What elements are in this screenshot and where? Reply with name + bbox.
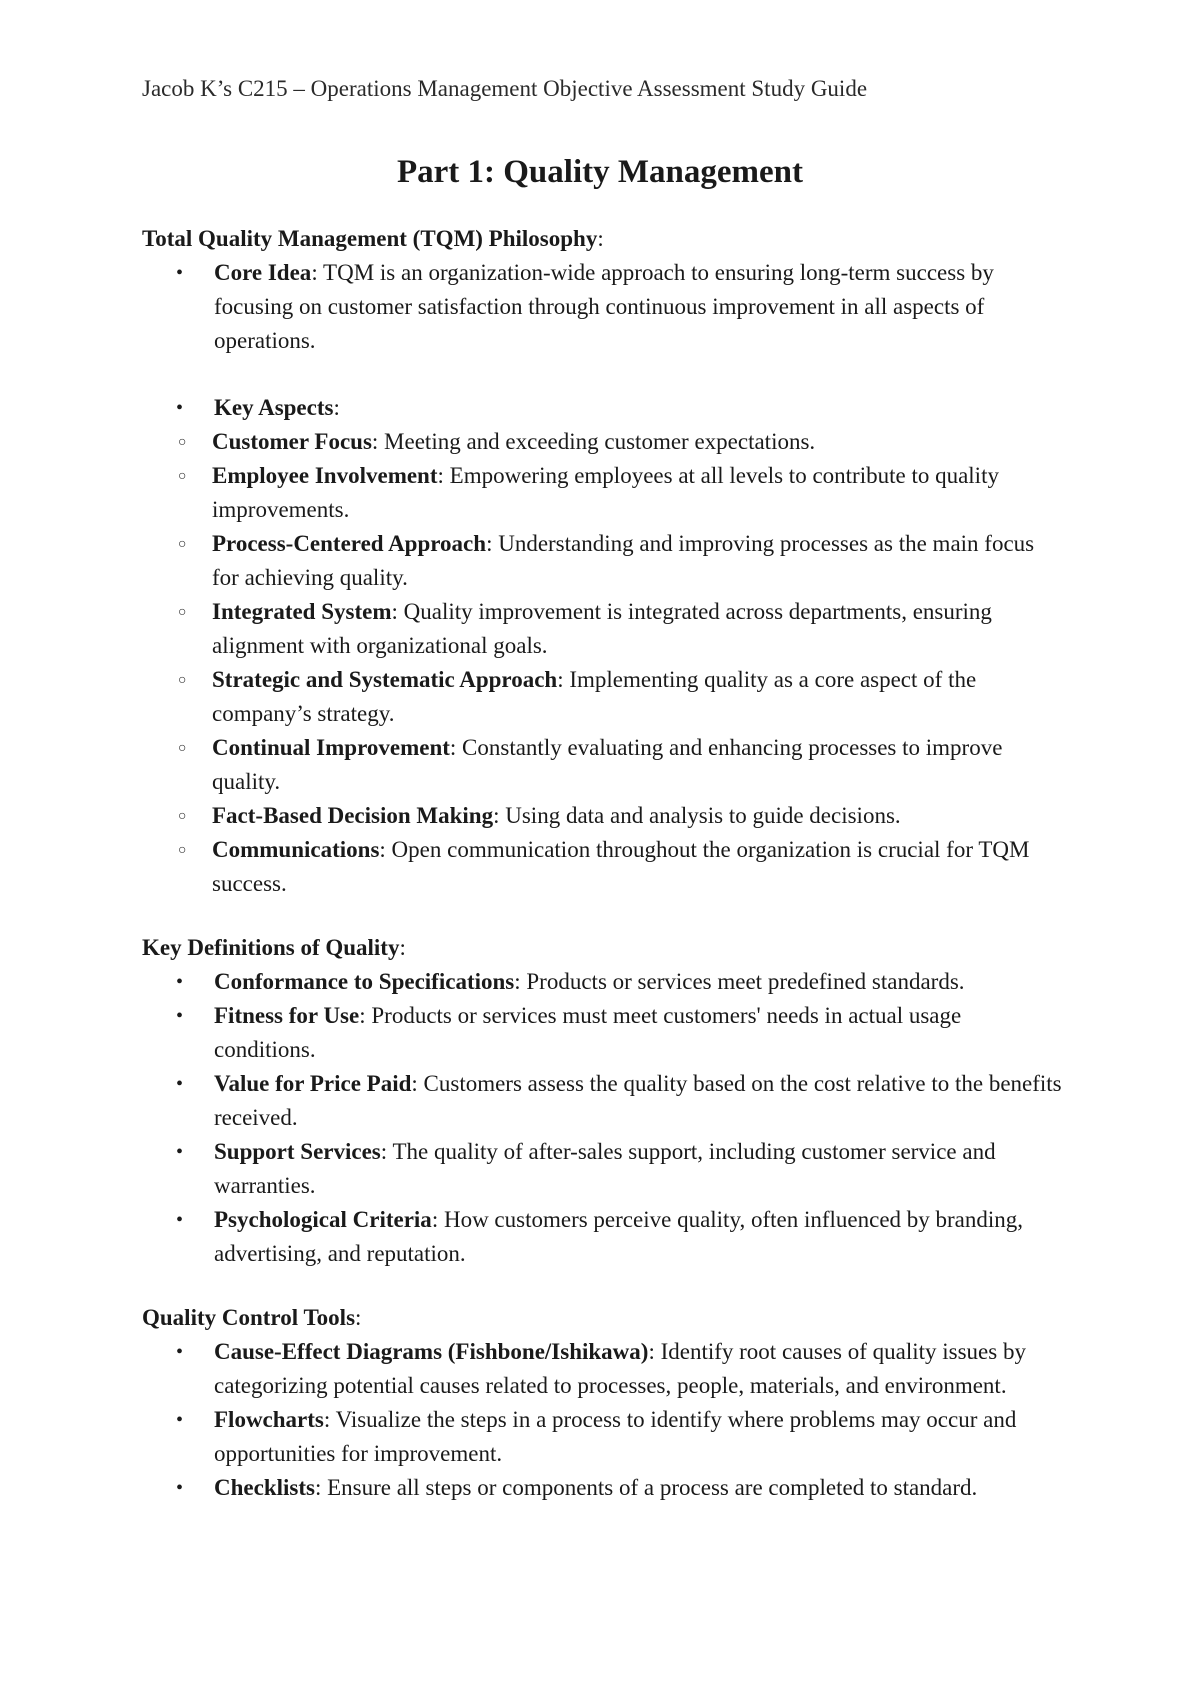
bullet-icon: • bbox=[176, 1341, 184, 1363]
bullet-icon: • bbox=[176, 1409, 184, 1431]
bullet-icon: • bbox=[176, 1073, 184, 1095]
circle-bullet-icon: ○ bbox=[178, 809, 187, 824]
list-item bbox=[142, 1403, 1062, 1471]
definition: : Using data and analysis to guide decisions. bbox=[493, 803, 901, 828]
section-heading-tools bbox=[142, 1301, 1062, 1335]
bullet-icon: • bbox=[176, 1477, 184, 1499]
page-title: Part 1: Quality Management bbox=[396, 154, 803, 190]
term: Key Aspects bbox=[214, 395, 334, 420]
term: Strategic and Systematic Approach bbox=[212, 667, 558, 692]
term: Support Services bbox=[214, 1139, 381, 1164]
definition: : Identify root causes of quality issues by categorizing potential causes related to processes, people, materials, and environment. bbox=[214, 1339, 1026, 1398]
term: Checklists bbox=[214, 1475, 315, 1500]
list-item-key-aspects bbox=[142, 391, 1062, 425]
section-heading-colon: : bbox=[597, 226, 604, 251]
list-item bbox=[142, 1135, 1062, 1203]
bullet-icon: • bbox=[176, 1005, 184, 1027]
section-heading-tqm bbox=[142, 222, 1062, 256]
term: Fitness for Use bbox=[214, 1003, 360, 1028]
definition: : Implementing quality as a core aspect of the company’s strategy. bbox=[212, 667, 977, 726]
sub-list-item bbox=[142, 459, 1062, 527]
sub-list-item bbox=[142, 595, 1062, 663]
bullet-icon: • bbox=[176, 262, 184, 284]
definition: : TQM is an organization-wide approach to ensuring long-term success by focusing on customer satisfaction through continuous improvement in all aspects of operations. bbox=[214, 260, 994, 353]
section-heading-colon: : bbox=[355, 1305, 362, 1330]
definition: : Meeting and exceeding customer expectations. bbox=[371, 429, 816, 454]
definitions-list bbox=[142, 965, 1062, 1271]
term: Continual Improvement bbox=[212, 735, 450, 760]
spacer bbox=[142, 1271, 1062, 1301]
sub-list-item bbox=[142, 833, 1062, 901]
term: Integrated System bbox=[212, 599, 392, 624]
definition: : Quality improvement is integrated across departments, ensuring alignment with organizational goals. bbox=[212, 599, 992, 658]
term: Fact-Based Decision Making bbox=[212, 803, 494, 828]
sub-list-item bbox=[142, 799, 1062, 833]
bullet-icon: • bbox=[176, 971, 184, 993]
definition: : Customers assess the quality based on the cost relative to the benefits received. bbox=[214, 1071, 1062, 1130]
term: Process-Centered Approach bbox=[212, 531, 487, 556]
section-heading-text: Quality Control Tools bbox=[142, 1305, 356, 1330]
section-heading-text: Key Definitions of Quality bbox=[142, 935, 400, 960]
definition: : Empowering employees at all levels to contribute to quality improvements. bbox=[212, 463, 999, 522]
list-item bbox=[142, 1335, 1062, 1403]
tools-list bbox=[142, 1335, 1062, 1505]
definition: : How customers perceive quality, often influenced by branding, advertising, and reputation. bbox=[214, 1207, 1024, 1266]
circle-bullet-icon: ○ bbox=[178, 741, 187, 756]
sub-list-item bbox=[142, 663, 1062, 731]
document-body bbox=[142, 222, 1062, 1505]
term: Communications bbox=[212, 837, 380, 862]
bullet-icon: • bbox=[176, 1141, 184, 1163]
tqm-list bbox=[142, 256, 1062, 358]
term: Employee Involvement bbox=[212, 463, 438, 488]
spacer bbox=[142, 901, 1062, 931]
sub-list-item bbox=[142, 731, 1062, 799]
key-aspects-sublist bbox=[142, 425, 1062, 901]
page-header: Jacob K’s C215 – Operations Management Objective Assessment Study Guide bbox=[142, 76, 868, 101]
circle-bullet-icon: ○ bbox=[178, 673, 187, 688]
circle-bullet-icon: ○ bbox=[178, 605, 187, 620]
spacer bbox=[142, 358, 1062, 391]
list-item bbox=[142, 965, 1062, 999]
term: Customer Focus bbox=[212, 429, 372, 454]
definition: : Constantly evaluating and enhancing processes to improve quality. bbox=[212, 735, 1003, 794]
section-heading-definitions bbox=[142, 931, 1062, 965]
definition: : Ensure all steps or components of a process are completed to standard. bbox=[314, 1475, 978, 1500]
sub-list-item bbox=[142, 527, 1062, 595]
definition: : Understanding and improving processes as the main focus for achieving quality. bbox=[212, 531, 1035, 590]
list-item-core-idea bbox=[142, 256, 1062, 358]
term: Flowcharts bbox=[214, 1407, 324, 1432]
definition: : Products or services must meet customers' needs in actual usage conditions. bbox=[214, 1003, 962, 1062]
bullet-icon: • bbox=[176, 1209, 184, 1231]
section-heading-colon: : bbox=[399, 935, 406, 960]
term: Conformance to Specifications bbox=[214, 969, 515, 994]
list-item bbox=[142, 1203, 1062, 1271]
bullet-icon: • bbox=[176, 397, 184, 419]
definition: : bbox=[333, 395, 340, 420]
term: Psychological Criteria bbox=[214, 1207, 432, 1232]
term: Value for Price Paid bbox=[214, 1071, 412, 1096]
definition: : The quality of after-sales support, including customer service and warranties. bbox=[214, 1139, 996, 1198]
list-item bbox=[142, 1067, 1062, 1135]
tqm-key-aspects-list bbox=[142, 391, 1062, 425]
circle-bullet-icon: ○ bbox=[178, 435, 187, 450]
definition: : Visualize the steps in a process to identify where problems may occur and opportunities for improvement. bbox=[214, 1407, 1017, 1466]
definition: : Products or services meet predefined standards. bbox=[514, 969, 965, 994]
definition: : Open communication throughout the organization is crucial for TQM success. bbox=[212, 837, 1030, 896]
section-heading-text: Total Quality Management (TQM) Philosophy bbox=[142, 226, 598, 251]
sub-list-item bbox=[142, 425, 1062, 459]
circle-bullet-icon: ○ bbox=[178, 469, 187, 484]
term: Core Idea bbox=[214, 260, 312, 285]
term: Cause-Effect Diagrams (Fishbone/Ishikawa) bbox=[214, 1339, 649, 1364]
list-item bbox=[142, 1471, 1062, 1505]
list-item bbox=[142, 999, 1062, 1067]
circle-bullet-icon: ○ bbox=[178, 537, 187, 552]
circle-bullet-icon: ○ bbox=[178, 843, 187, 858]
